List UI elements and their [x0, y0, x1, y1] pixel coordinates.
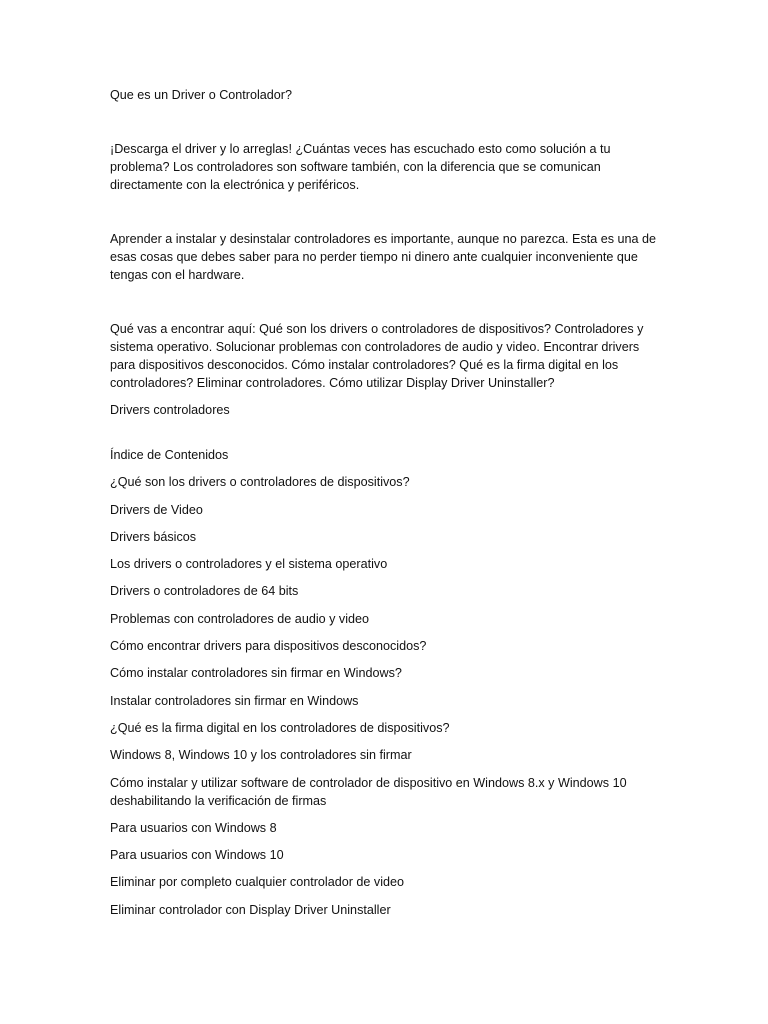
learning-paragraph: Aprender a instalar y desinstalar controladores es importante, aunque no parezca. Esta es una de esas cosas que debes saber para no perder tiempo ni dinero ante cualquier inconveniente que tengas con el hardware. — [110, 232, 657, 282]
toc-item[interactable]: Drivers de Video — [110, 502, 203, 517]
document-title: Que es un Driver o Controlador? — [110, 88, 293, 102]
toc-item[interactable]: Windows 8, Windows 10 y los controladores sin firmar — [110, 748, 412, 763]
document-body — [110, 86, 662, 928]
toc-item[interactable]: Instalar controladores sin firmar en Windows — [110, 693, 359, 708]
toc-item[interactable]: ¿Qué son los drivers o controladores de dispositivos? — [110, 475, 410, 490]
toc-item[interactable]: Eliminar por completo cualquier controlador de video — [110, 875, 405, 890]
toc-item[interactable]: Cómo instalar y utilizar software de controlador de dispositivo en Windows 8.x y Windows 10 deshabilitando la verificación de firmas — [110, 775, 627, 808]
toc-item[interactable]: ¿Qué es la firma digital en los controladores de dispositivos? — [110, 720, 450, 735]
toc-heading: Índice de Contenidos — [110, 448, 229, 462]
toc-item[interactable]: Cómo encontrar drivers para dispositivos desconocidos? — [110, 639, 427, 654]
summary-paragraph: Qué vas a encontrar aquí: Qué son los drivers o controladores de dispositivos? Controladores y sistema operativo. Solucionar problemas con controladores de audio y video. Encontrar drivers para dispositivos desconocidos. Cómo instalar controladores? Qué es la firma digital en los controladores? Eliminar controladores. Cómo utilizar Display Driver Uninstaller? — [110, 322, 644, 390]
toc-item[interactable]: Drivers básicos — [110, 529, 197, 544]
toc-item[interactable]: Cómo instalar controladores sin firmar en Windows? — [110, 666, 402, 681]
toc-item[interactable]: Para usuarios con Windows 10 — [110, 848, 284, 863]
image-caption: Drivers controladores — [110, 403, 230, 417]
toc-item[interactable]: Drivers o controladores de 64 bits — [110, 584, 299, 599]
toc-item[interactable]: Para usuarios con Windows 8 — [110, 820, 277, 835]
intro-paragraph: ¡Descarga el driver y lo arreglas! ¿Cuántas veces has escuchado esto como solución a tu problema? Los controladores son software también, con la diferencia que se comunican directamente con la electrónica y periféricos. — [110, 142, 611, 192]
toc-item[interactable]: Problemas con controladores de audio y video — [110, 611, 370, 626]
toc-item[interactable]: Eliminar controlador con Display Driver Uninstaller — [110, 902, 391, 917]
toc-item[interactable]: Los drivers o controladores y el sistema operativo — [110, 557, 388, 572]
